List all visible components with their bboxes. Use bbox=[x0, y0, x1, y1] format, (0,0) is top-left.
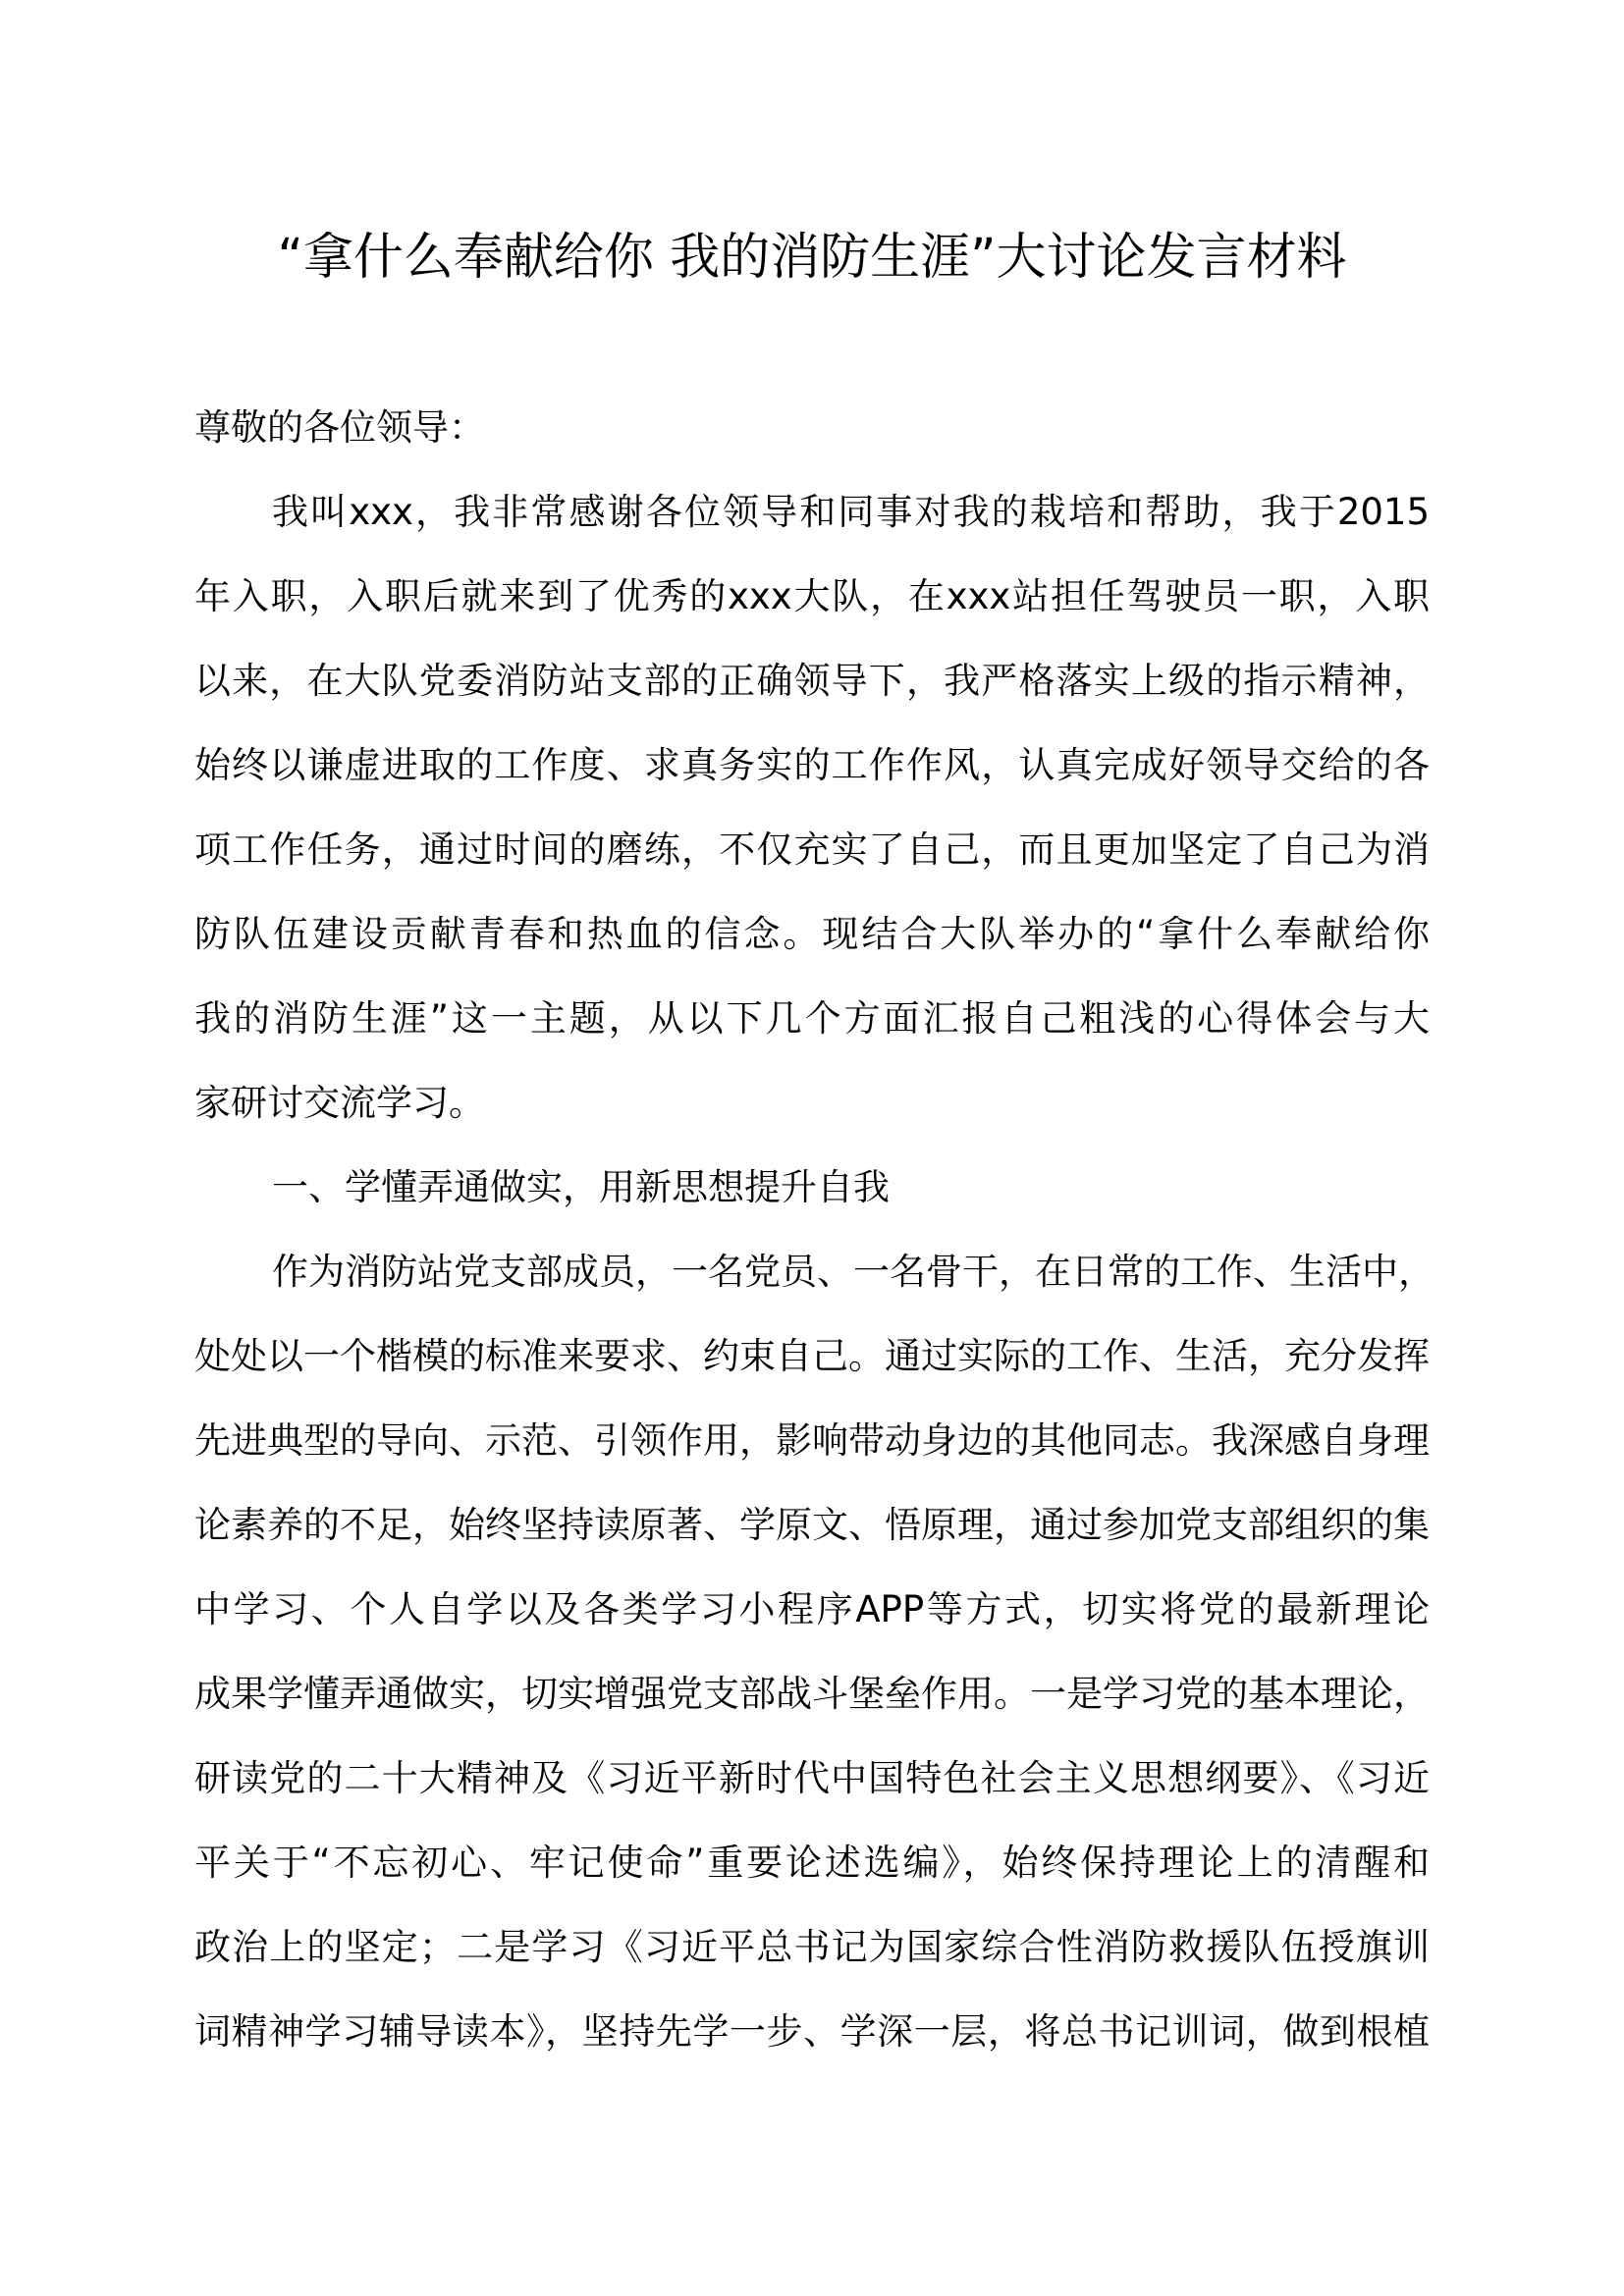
paragraph-line: 平关于“不忘初心、牢记使命”重要论述选编》，始终保持理论上的清醒和 bbox=[194, 1842, 1430, 1884]
paragraph-line: 项工作任务，通过时间的磨练，不仅充实了自己，而且更加坚定了自己为消 bbox=[194, 828, 1430, 871]
document-body bbox=[194, 386, 1435, 2074]
salutation: 尊敬的各位领导： bbox=[194, 406, 485, 449]
paragraph-line: 防队伍建设贡献青春和热血的信念。现结合大队举办的“拿什么奉献给你 bbox=[194, 913, 1430, 955]
paragraph-line: 中学习、个人自学以及各类学习小程序APP等方式，切实将党的最新理论 bbox=[194, 1588, 1430, 1630]
section-heading: 一、学懂弄通做实，用新思想提升自我 bbox=[272, 1166, 890, 1208]
paragraph-introduction bbox=[194, 470, 1430, 1146]
paragraph-line: 作为消防站党支部成员，一名党员、一名骨干，在日常的工作、生活中， bbox=[272, 1251, 1435, 1293]
paragraph-line: 政治上的坚定；二是学习《习近平总书记为国家综合性消防救援队伍授旗训 bbox=[194, 1926, 1430, 1968]
paragraph-line: 研读党的二十大精神及《习近平新时代中国特色社会主义思想纲要》、《习近 bbox=[194, 1757, 1430, 1799]
paragraph-line: 以来，在大队党委消防站支部的正确领导下，我严格落实上级的指示精神， bbox=[194, 660, 1430, 702]
paragraph-line: 年入职，入职后就来到了优秀的xxx大队，在xxx站担任驾驶员一职，入职 bbox=[194, 575, 1430, 617]
paragraph-line: 成果学懂弄通做实，切实增强党支部战斗堡垒作用。一是学习党的基本理论， bbox=[194, 1673, 1430, 1715]
paragraph-line: 我的消防生涯”这一主题，从以下几个方面汇报自己粗浅的心得体会与大 bbox=[194, 997, 1430, 1040]
paragraph-line: 先进典型的导向、示范、引领作用，影响带动身边的其他同志。我深感自身理 bbox=[194, 1419, 1430, 1462]
paragraph-line: 我叫xxx，我非常感谢各位领导和同事对我的栽培和帮助，我于2015 bbox=[272, 491, 1430, 533]
paragraph-line: 词精神学习辅导读本》，坚持先学一步、学深一层，将总书记训词，做到根植 bbox=[194, 2010, 1430, 2053]
paragraph-line: 论素养的不足，始终坚持读原著、学原文、悟原理，通过参加党支部组织的集 bbox=[194, 1504, 1430, 1546]
document-title: “拿什么奉献给你 我的消防生涯”大讨论发言材料 bbox=[277, 229, 1347, 287]
paragraph-line: 家研讨交流学习。 bbox=[194, 1082, 485, 1124]
paragraph-section-1 bbox=[194, 1230, 1435, 2074]
paragraph-line: 处处以一个楷模的标准来要求、约束自己。通过实际的工作、生活，充分发挥 bbox=[194, 1335, 1430, 1377]
paragraph-line: 始终以谦虚进取的工作度、求真务实的工作作风，认真完成好领导交给的各 bbox=[194, 744, 1430, 786]
